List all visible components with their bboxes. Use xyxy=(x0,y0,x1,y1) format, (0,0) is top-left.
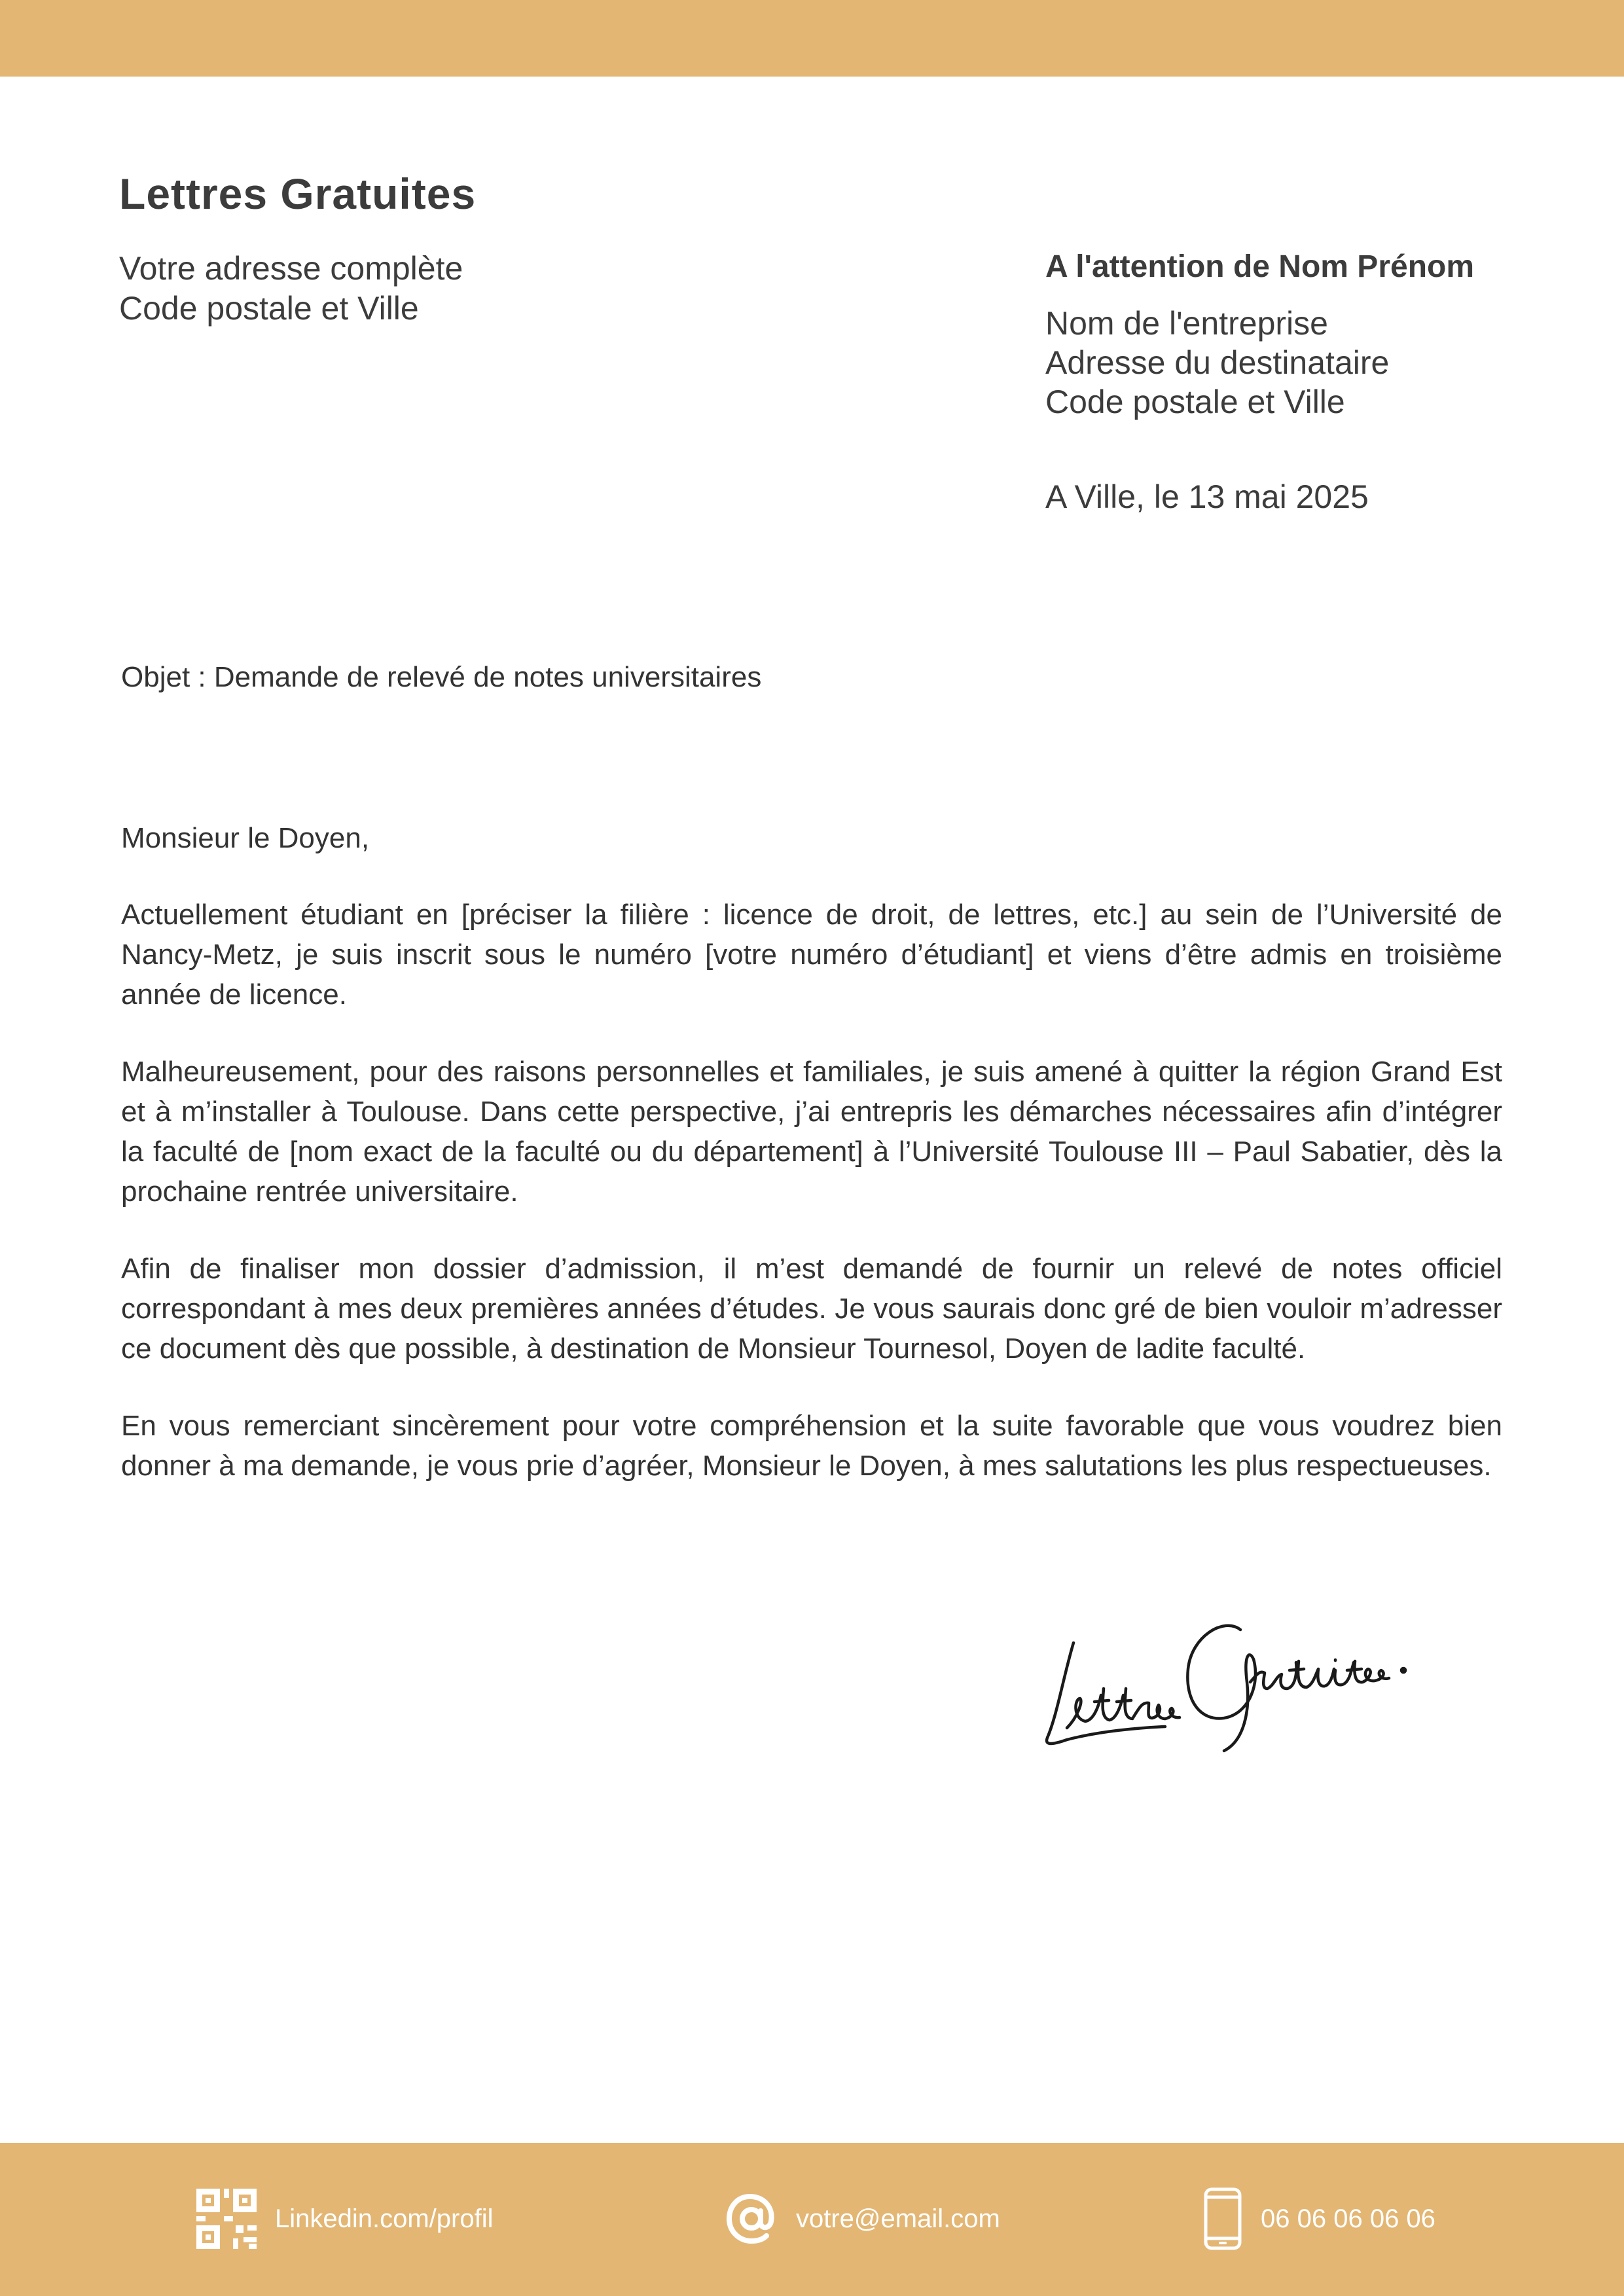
smartphone-icon xyxy=(1203,2187,1242,2250)
recipient-address xyxy=(1045,304,1389,422)
salutation: Monsieur le Doyen, xyxy=(121,822,370,854)
qr-code-icon xyxy=(196,2189,257,2249)
recipient-street: Adresse du destinataire xyxy=(1045,344,1390,381)
recipient-attention: A l'attention de Nom Prénom xyxy=(1045,249,1475,284)
sender-city-line: Code postale et Ville xyxy=(119,290,419,327)
email-label[interactable]: votre@email.com xyxy=(796,2204,1000,2233)
at-sign-icon xyxy=(725,2193,778,2245)
recipient-city: Code postale et Ville xyxy=(1045,384,1345,420)
footer-phone xyxy=(1203,2186,1435,2251)
paragraph-2: Malheureusement, pour des raisons personnelles et familiales, je suis amené à quitter la région Grand Est et à m’installer à Toulouse. Dans cette perspective, j’ai entrepris les démarches nécessaires afin d’intégrer la faculté de [nom exact de la faculté ou du département] à l’Université Toulouse III – Paul Sabatier, dès la prochaine rentrée universitaire. xyxy=(121,1056,1502,1208)
footer-email xyxy=(725,2186,1000,2251)
letter-subject: Objet : Demande de relevé de notes universitaires xyxy=(121,661,762,693)
sender-name: Lettres Gratuites xyxy=(119,170,477,218)
letter-date: A Ville, le 13 mai 2025 xyxy=(1045,478,1369,515)
header-band xyxy=(0,0,1624,77)
paragraph-3: Afin de finaliser mon dossier d’admission, il m’est demandé de fournir un relevé de notes officiel correspondant à mes deux premières années d’études. Je vous saurais donc gré de bien vouloir m’adresser ce document dès que possible, à destination de Monsieur Tournesol, Doyen de ladite faculté. xyxy=(121,1253,1502,1365)
sender-address xyxy=(119,249,463,329)
paragraph-1: Actuellement étudiant en [préciser la filière : licence de droit, de lettres, etc.] au sein de l’Université de Nancy-Metz, je suis inscrit sous le numéro [votre numéro d’étudiant] et viens d’être admis en troisième année de licence. xyxy=(121,899,1502,1011)
handwritten-signature xyxy=(1028,1597,1420,1767)
linkedin-label[interactable]: Linkedin.com/profil xyxy=(275,2204,494,2233)
sender-address-line: Votre adresse complète xyxy=(119,250,463,287)
recipient-company: Nom de l'entreprise xyxy=(1045,305,1328,342)
paragraph-4: En vous remerciant sincèrement pour votre compréhension et la suite favorable que vous voudrez bien donner à ma demande, je vous prie d’agréer, Monsieur le Doyen, à mes salutations les plus respectueuses. xyxy=(121,1410,1502,1482)
phone-label[interactable]: 06 06 06 06 06 xyxy=(1261,2204,1435,2233)
footer-linkedin xyxy=(196,2186,494,2251)
letter-body xyxy=(121,818,1502,1523)
